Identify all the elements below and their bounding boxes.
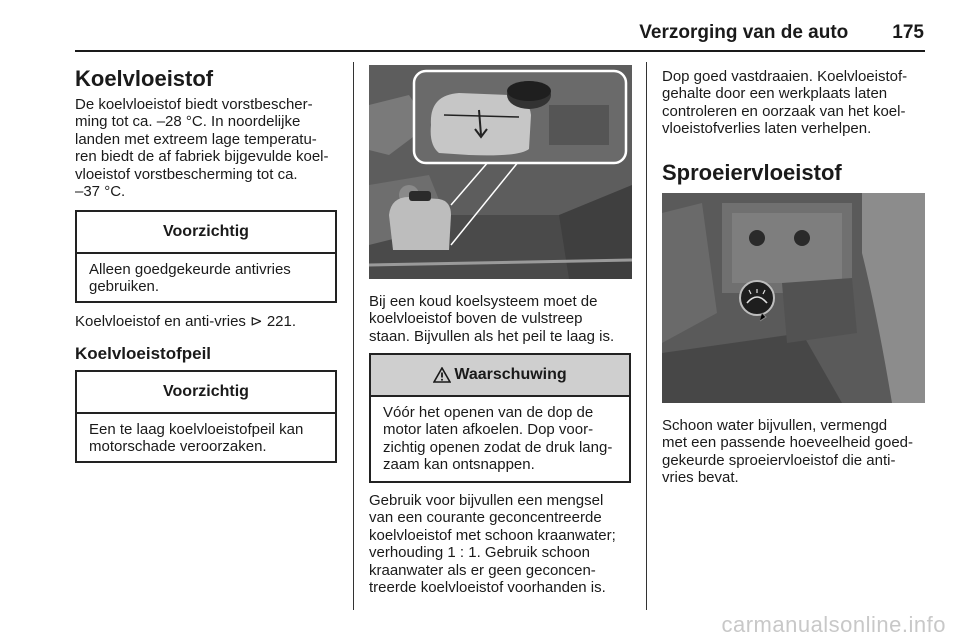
text-line: landen met extreem lage temperatu-	[75, 130, 317, 148]
warning-header	[371, 355, 629, 397]
text-line: van een courante geconcentreerde	[369, 509, 602, 527]
text-line: treerde koelvloeistof voorhanden is.	[369, 579, 606, 597]
coolant-level-text	[369, 293, 637, 345]
subsection-title-coolant-level: Koelvloeistofpeil	[75, 344, 212, 363]
text-line: vries bevat.	[662, 469, 739, 487]
column-divider-2	[646, 62, 647, 610]
caution-title: Voorzichtig	[77, 372, 335, 414]
warning-text	[371, 397, 629, 474]
coolant-cap-text	[662, 68, 932, 138]
text-line: zichtig openen zodat de druk lang-	[383, 438, 613, 456]
text-line: ming tot ca. –28 °C. In noordelijke	[75, 113, 301, 131]
page-header	[36, 22, 924, 44]
text-line: ren biedt de af fabriek bijgevulde koel-	[75, 148, 329, 166]
antifreeze-reference: Koelvloeistof en anti-vries ⊳ 221.	[75, 313, 297, 330]
text-line: koelvloeistof met schoon kraanwater;	[369, 526, 616, 544]
coolant-mixture-text	[369, 492, 641, 596]
washer-fluid-photo	[662, 193, 925, 403]
text-line: De koelvloeistof biedt vorstbescher-	[75, 96, 313, 113]
coolant-reservoir-photo	[369, 65, 632, 279]
text-line: staan. Bijvullen als het peil te laag is.	[369, 327, 615, 345]
column-divider-1	[353, 62, 354, 610]
text-line: gebruiken.	[89, 278, 160, 296]
page-number: 175	[892, 22, 924, 43]
text-line: –37 °C.	[75, 183, 126, 201]
text-line: zaam kan ontsnappen.	[383, 456, 535, 474]
text-line: kraanwater als er geen geconcen-	[369, 561, 596, 579]
text-line: koelvloeistof boven de vulstreep	[369, 310, 583, 328]
text-line: verhouding 1 : 1. Gebruik schoon	[369, 544, 590, 562]
warning-title: Waarschuwing	[454, 366, 567, 383]
warning-box	[369, 353, 631, 483]
text-line: motorschade veroorzaken.	[89, 438, 267, 456]
washer-reservoir-illustration	[662, 193, 925, 403]
text-line: vloeistofverlies laten verhelpen.	[662, 120, 872, 138]
text-line: gekeurde sproeiervloeistof die anti-	[662, 451, 896, 469]
caution-box-level	[75, 370, 337, 463]
text-line: Schoon water bijvullen, vermengd	[662, 417, 888, 434]
watermark: carmanualsonline.info	[721, 612, 946, 637]
text-line: controleren en oorzaak van het koel-	[662, 102, 906, 120]
text-line: motor laten afkoelen. Dop voor-	[383, 421, 594, 439]
text-line: Dop goed vastdraaien. Koelvloeistof-	[662, 68, 908, 85]
text-line: Alleen goedgekeurde antivries	[89, 261, 291, 278]
section-title-washer-fluid: Sproeiervloeistof	[662, 160, 842, 185]
section-title-coolant: Koelvloeistof	[75, 66, 214, 91]
coolant-reservoir-illustration	[369, 65, 632, 279]
text-line: Vóór het openen van de dop de	[383, 404, 594, 421]
text-line: Bij een koud koelsysteem moet de	[369, 293, 598, 310]
washer-fluid-text	[662, 417, 934, 487]
chapter-title: Verzorging van de auto	[639, 22, 849, 43]
header-rule	[75, 50, 925, 52]
warning-triangle-icon	[433, 367, 451, 383]
coolant-intro	[75, 96, 347, 200]
caution-text	[77, 414, 335, 456]
text-line: vloeistof vorstbescherming tot ca.	[75, 165, 298, 183]
text-line: gehalte door een werkplaats laten	[662, 85, 888, 103]
text-line: Gebruik voor bijvullen een mengsel	[369, 492, 604, 509]
caution-text	[77, 254, 335, 296]
text-line: met een passende hoeveelheid goed-	[662, 434, 914, 452]
caution-title: Voorzichtig	[77, 212, 335, 254]
text-line: Een te laag koelvloeistofpeil kan	[89, 421, 304, 438]
caution-box-antifreeze	[75, 210, 337, 303]
